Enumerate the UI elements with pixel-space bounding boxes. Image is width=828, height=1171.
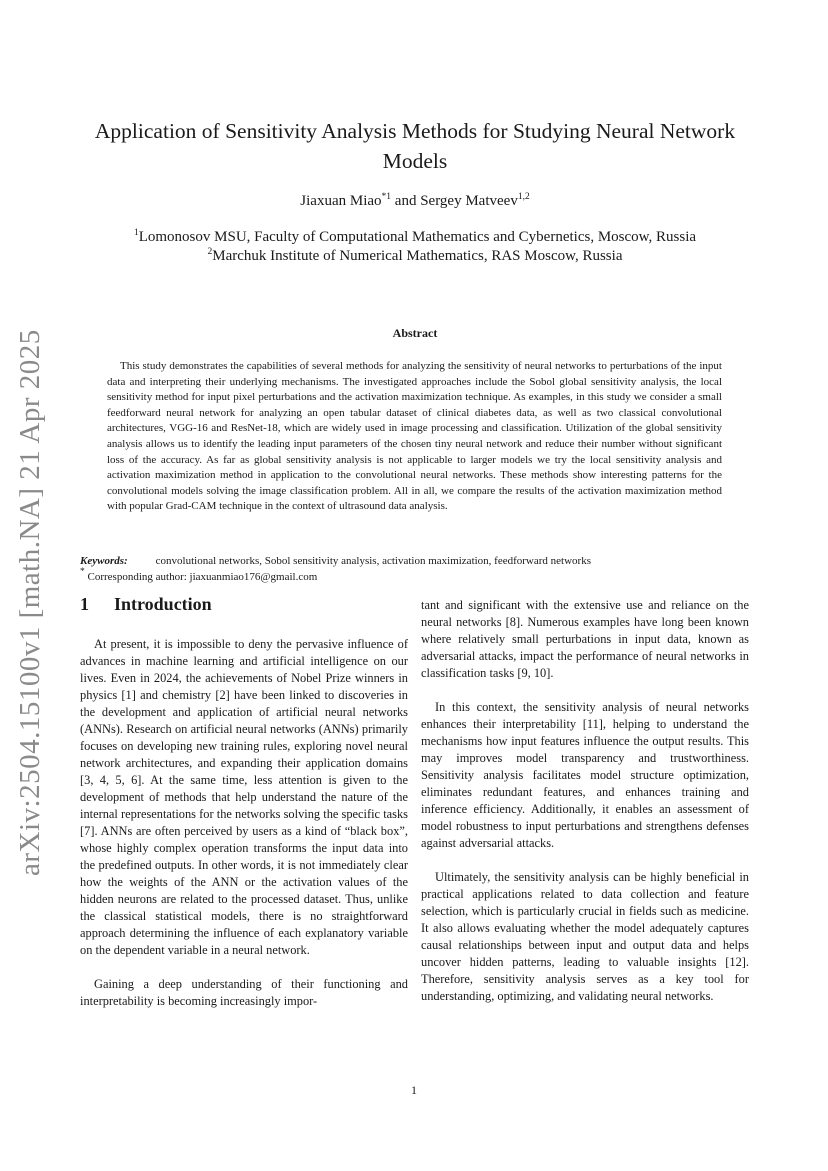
- left-column: [80, 636, 408, 1027]
- arxiv-id: arXiv:2504.15100v1 [math.NA] 21 Apr 2025: [14, 329, 46, 876]
- section-number: 1: [80, 594, 89, 614]
- author-superscript: *1: [381, 192, 392, 202]
- keywords-label: Keywords:: [80, 555, 128, 567]
- paragraph: tant and significant with the extensive use and reliance on the neural networks [8]. Numerous examples have long been known where relatively small perturbations in input data, known as adversarial attacks, impact the performance of neural networks in classification tasks [9, 10].: [421, 598, 749, 680]
- affiliation-text: Marchuk Institute of Numerical Mathematics, RAS Moscow, Russia: [212, 248, 623, 264]
- author-name: Sergey Matveev: [420, 193, 518, 209]
- paper-title: Application of Sensitivity Analysis Methods for Studying Neural Network Models: [94, 119, 736, 173]
- affiliation-superscript: 1: [133, 228, 139, 238]
- affiliation: [60, 227, 770, 247]
- abstract-heading: Abstract: [392, 326, 438, 340]
- section-heading: [80, 592, 212, 616]
- paragraph: Ultimately, the sensitivity analysis can be highly beneficial in practical applications related to data collection and feature selection, which is particularly crucial in fields such as medicine. It also allows evaluating whether the model adequately captures causal relationships between input and output data and helps uncover hidden patterns, leading to valuable insights [12]. Therefore, sensitivity analysis serves as a key tool for understanding, optimizing, and validating neural networks.: [421, 870, 749, 1003]
- footnote-text: Corresponding author: jiaxuanmiao176@gmail.com: [84, 571, 318, 583]
- author-connector: and: [391, 193, 421, 209]
- affiliation-text: Lomonosov MSU, Faculty of Computational Mathematics and Cybernetics, Moscow, Russia: [138, 229, 697, 245]
- keywords-text: convolutional networks, Sobol sensitivity analysis, activation maximization, feedforward networks: [155, 555, 591, 567]
- paragraph: In this context, the sensitivity analysis of neural networks enhances their interpretability [11], helping to understand the mechanisms how input features influence the output results. This may improves model transparency and trustworthiness. Sensitivity analysis facilitates model structure optimization, eliminates redundant features, and enhances training and inference efficiency. Additionally, it enables an assessment of model robustness to input perturbations and strengthens defenses against adversarial attacks.: [421, 700, 749, 850]
- paragraph: At present, it is impossible to deny the pervasive influence of advances in machine learning and artificial intelligence on our lives. Even in 2024, the achievements of Nobel Prize winners in physics [1] and chemistry [2] have been linked to discoveries in the development and application of artificial neural networks (ANNs). Research on artificial neural networks (ANNs) primarily focuses on developing new training rules, exploring novel neural network architectures, and expanding their application domains [3, 4, 5, 6]. At the same time, less attention is given to the development of methods that help understand the nature of the internal representations for the networks solving the specific tasks [7]. ANNs are often perceived by users as a kind of “black box”, whose highly complex operation transforms the input data into the predefined outputs. In other words, it is not immediately clear how the weights of the ANN or the activation values of the hidden neurons are related to the processed dataset. Thus, unlike the classical statistical models, there is no straightforward approach determining the influence of each explanatory variable on the dependent variable in a neural network.: [80, 637, 408, 957]
- paragraph: Gaining a deep understanding of their functioning and interpretability is becoming increasingly impor-: [80, 977, 408, 1008]
- right-column: [421, 597, 749, 1022]
- page-number: 1: [411, 1083, 417, 1097]
- footnote-mark: *: [80, 567, 85, 577]
- corresponding-author-footnote: [80, 567, 730, 585]
- author-line: [90, 191, 740, 211]
- keywords: [80, 554, 730, 569]
- author-name: Jiaxuan Miao: [300, 193, 382, 209]
- affiliation-superscript: 2: [207, 247, 213, 257]
- affiliation: [60, 246, 770, 266]
- abstract-text: This study demonstrates the capabilities of several methods for analyzing the sensitivity of neural networks to perturbations of the input data and interpreting their underlying mechanisms. The investigated approaches include the Sobol global sensitivity analysis, the local sensitivity method for input pixel perturbations and the activation maximization technique. As examples, in this study we consider a small feedforward neural network for analyzing an open tabular dataset of clinical diabetes data, as well as two classical convolutional architectures, VGG-16 and ResNet-18, which are widely used in image processing and classification. Utilization of the global sensitivity analysis allows us to identify the leading input parameters of the chosen tiny neural network and reduce their number without significant loss of the accuracy. As far as global sensitivity analysis is not applicable to larger models we try the local sensitivity analysis and activation maximization method in application to the convolutional neural networks. These methods show interesting patterns for the convolutional models solving the image classification problem. All in all, we compare the results of the activation maximization method with popular Grad-CAM technique in the context of ultrasound data analysis.: [107, 360, 722, 513]
- author-superscript: 1,2: [517, 192, 530, 202]
- section-title: Introduction: [114, 594, 212, 614]
